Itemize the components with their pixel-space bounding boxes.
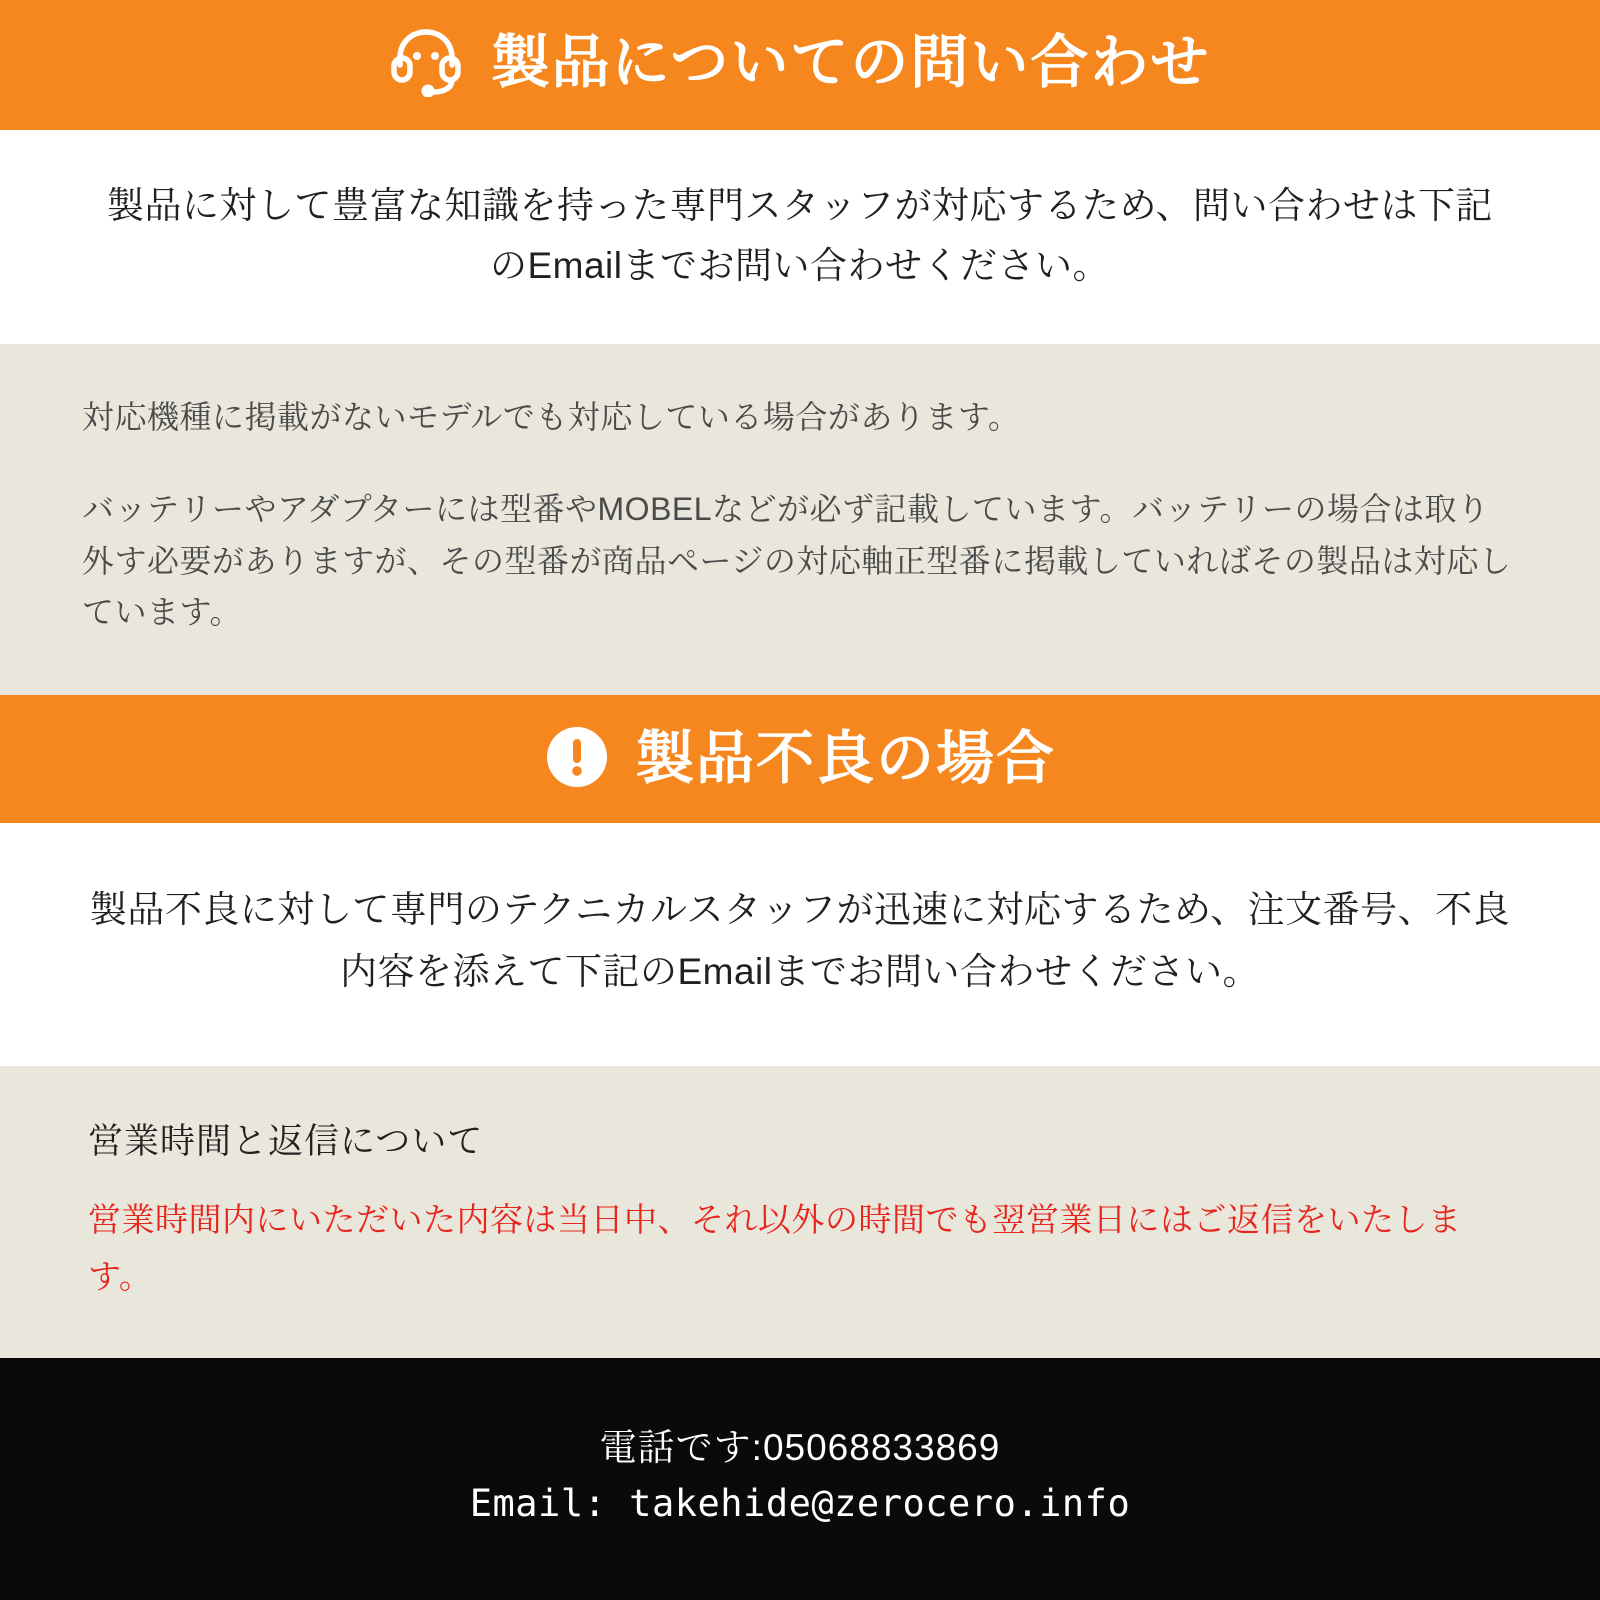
exclamation-circle-icon [544, 724, 610, 795]
headset-support-icon [390, 25, 466, 102]
compatibility-paragraph-2: バッテリーやアダプターには型番やMOBELなどが必ず記載しています。バッテリーの場合は取り外す必要がありますが、その型番が商品ページの対応軸正型番に掲載していればその製品は対応しています。 [82, 490, 1512, 631]
business-hours-note: 営業時間内にいただいた内容は当日中、それ以外の時間でも翌営業日にはご返信をいたします。 [88, 1201, 1462, 1295]
defect-banner [0, 695, 1600, 823]
inquiry-paragraph: 製品に対して豊富な知識を持った専門スタッフが対応するため、問い合わせは下記のEmailまでお問い合わせください。 [106, 185, 1494, 286]
inquiry-banner-title: 製品についての問い合わせ [491, 30, 1211, 95]
footer-phone: 電話です:05068833869 [599, 1426, 1001, 1468]
inquiry-body [0, 130, 1600, 344]
inquiry-banner [0, 0, 1600, 130]
defect-body [0, 823, 1600, 1066]
business-hours-section [0, 1066, 1600, 1358]
footer-email: Email: takehide@zerocero.info [469, 1481, 1131, 1525]
defect-banner-title: 製品不良の場合 [635, 726, 1056, 792]
defect-paragraph: 製品不良に対して専門のテクニカルスタッフが迅速に対応するため、注文番号、不良内容を添えて下記のEmailまでお問い合わせください。 [89, 889, 1511, 992]
compatibility-paragraph-1: 対応機種に掲載がないモデルでも対応している場合があります。 [82, 398, 1021, 435]
contact-footer [0, 1358, 1600, 1600]
compatibility-note [0, 344, 1600, 695]
business-hours-heading: 営業時間と返信について [88, 1122, 484, 1161]
